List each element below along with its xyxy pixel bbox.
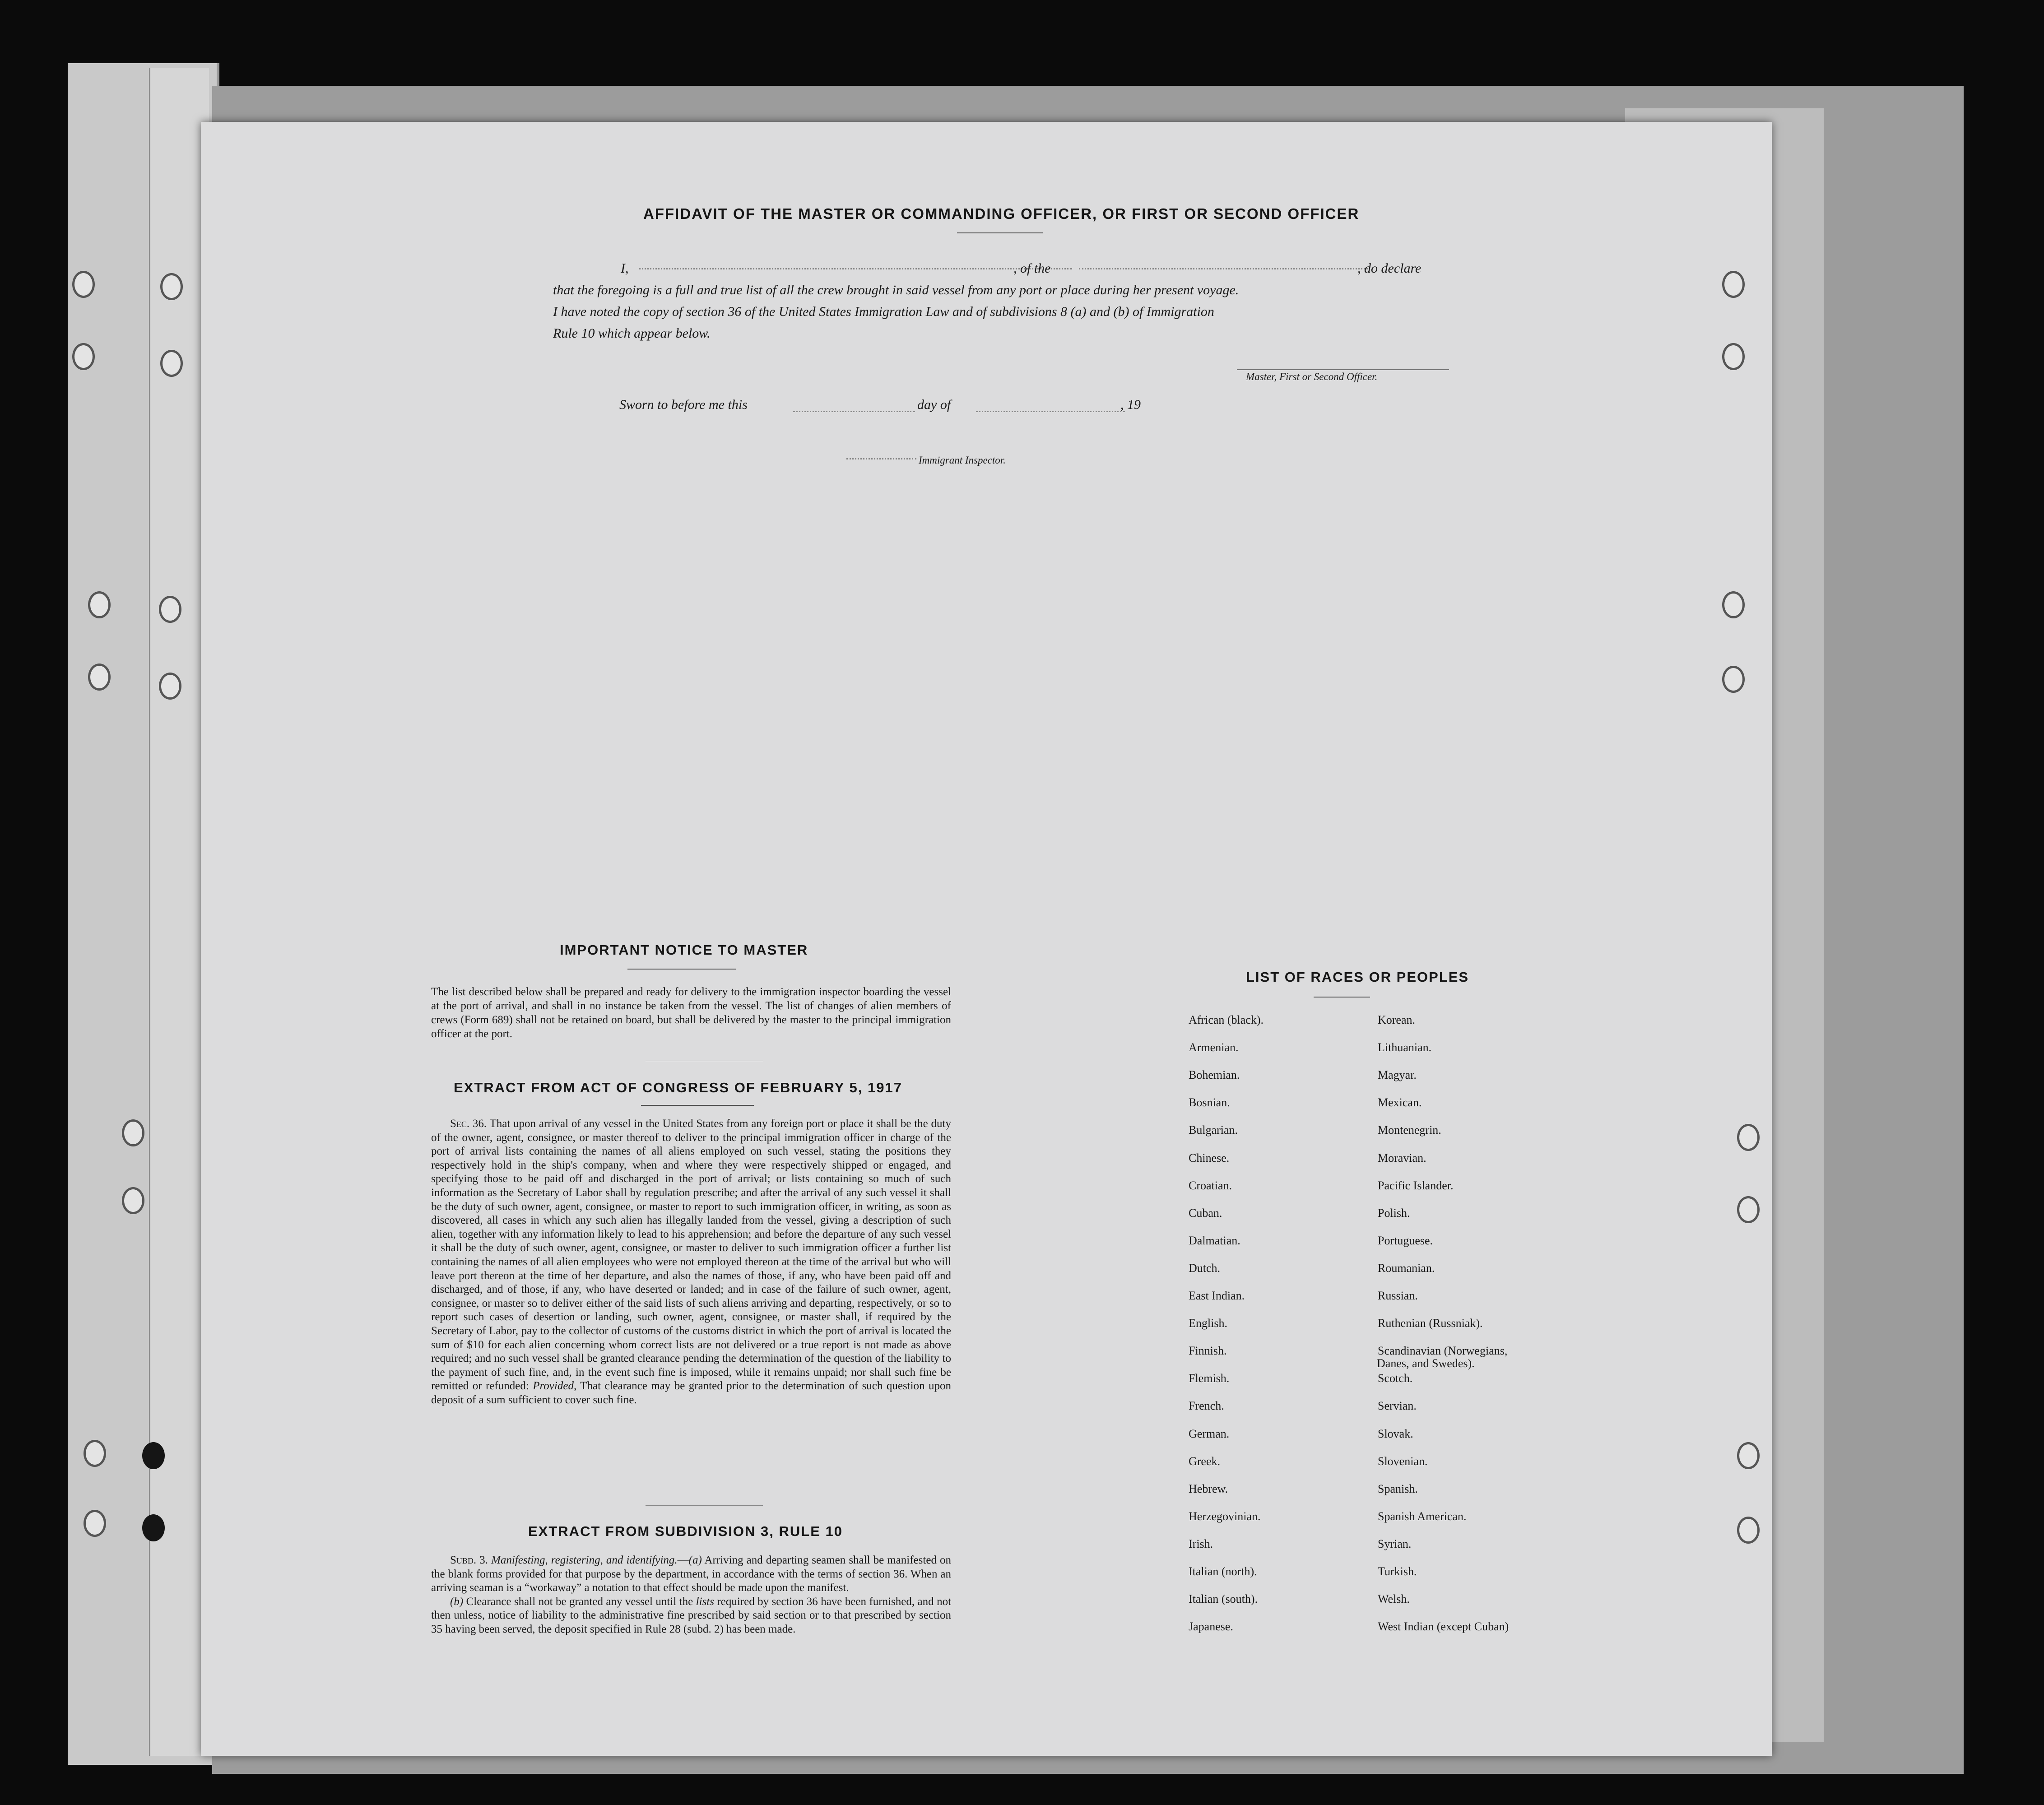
para-b-start: Clearance shall not be granted any vessel until the [466,1595,693,1608]
race-item: Irish. [1189,1537,1213,1550]
subdivision-para-b [431,1595,951,1637]
act-rule [646,1505,763,1506]
binder-hole [159,596,181,623]
day-blank [793,411,915,412]
binder-hole [160,273,183,300]
binder-hole [1737,1442,1760,1469]
race-item: Moravian. [1378,1151,1426,1165]
races-divider [1314,997,1370,998]
sworn-year: , 19 [1120,397,1141,412]
race-item: Bulgarian. [1189,1123,1238,1137]
subd-label: Subd. 3. [450,1554,488,1566]
race-item: English. [1189,1317,1227,1330]
binder-hole [84,1510,106,1537]
race-item: German. [1189,1427,1230,1440]
binder-hole [142,1442,165,1469]
binder-hole [122,1119,144,1146]
binder-hole [72,271,95,298]
signature-line [1237,369,1449,370]
binder-hole [1737,1517,1760,1544]
race-item: Cuban. [1189,1206,1222,1220]
race-item: Turkish. [1378,1565,1417,1578]
para-a-text: Arriving and departing seamen shall be manifested on the blank forms provided for that purpose by the department, in accordance with the terms of section 36. When an arriving seaman is a “workaway” a notation to that effect should be made upon the manifest. [431,1554,952,1594]
race-item: Dalmatian. [1189,1234,1240,1247]
binder-hole [160,350,183,377]
race-item: Slovenian. [1378,1454,1428,1468]
race-item: Dutch. [1189,1261,1221,1275]
section-36-tail: That clearance may be granted prior to the determination of such question upon deposit of a sum sufficient to cover such fine. [431,1380,951,1406]
race-item: Armenian. [1189,1041,1239,1054]
race-item: Welsh. [1378,1592,1410,1606]
race-item: Pacific Islander. [1378,1179,1454,1192]
para-b-marker: (b) [450,1595,464,1608]
binder-hole [84,1440,106,1467]
section-label: Sec. 36. [450,1118,487,1130]
race-item: Russian. [1378,1289,1418,1302]
affidavit-line-2: that the foregoing is a full and true list of all the crew brought in said vessel from any port or place during her present voyage. [553,283,1239,297]
affidavit-declare: , do declare [1357,261,1422,276]
subdivision-para-a: Subd. 3. Manifesting, registering, and identifying.—(a) Arriving and departing seamen shall be manifested on the blank forms provided for that purpose by the department, in accordance with the terms of section 36. When an arriving seaman is a “workaway” a notation to that effect should be made upon the manifest. [431,1554,952,1594]
subdivision-3-text [431,1554,951,1636]
race-item: Finnish. [1189,1344,1227,1358]
rule-extract-title: EXTRACT FROM SUBDIVISION 3, RULE 10 [528,1523,843,1539]
binder-hole [1722,666,1745,693]
affidavit-line-3: I have noted the copy of section 36 of the United States Immigration Law and of subdivisions 8 (a) and (b) of Immigration [553,304,1214,319]
inspector-blank [846,458,916,459]
provided-word: Provided, [533,1380,577,1392]
race-item: Greek. [1189,1454,1221,1468]
race-item: Korean. [1378,1013,1416,1026]
binder-hole [122,1187,144,1214]
notice-divider [627,969,736,970]
race-item: East Indian. [1189,1289,1245,1302]
name-blank [639,268,1072,269]
month-blank [976,411,1125,412]
para-a-marker: (a) [688,1554,702,1566]
binder-hole [1737,1196,1760,1223]
race-item: Polish. [1378,1206,1410,1220]
race-item: Spanish. [1378,1482,1418,1495]
race-item: Magyar. [1378,1068,1417,1082]
sworn-day-of: day of [917,397,951,412]
race-item: Bohemian. [1189,1068,1240,1082]
act-extract-title: EXTRACT FROM ACT OF CONGRESS OF FEBRUARY 5, 1917 [454,1080,902,1095]
race-item: French. [1189,1399,1224,1413]
binder-hole [1722,343,1745,370]
section-36-body: That upon arrival of any vessel in the United States from any foreign port or place it shall be the duty of the owner, agent, consignee, or master thereof to deliver to the principal immigration officer in charge of the port of arrival lists containing the names of all aliens employed on such vessel, stating the positions they respectively hold in the ship's company, when and where they were respectively shipped or engaged, and specifying those to be paid off and discharged in the port of arrival; or lists containing so much of such information as the Secretary of Labor shall by regulation prescribe; and after the arrival of any such vessel it shall be the duty of such owner, agent, consignee, or master to report to such immigration officer, in writing, as soon as discovered, all cases in which any such alien has illegally landed from the vessel, giving a description of such alien, together with any information likely to lead to his apprehension; and before the departure of any such vessel it shall be the duty of such owner, agent, consignee, or master to deliver to such immigration officer a further list containing the names of all alien employees who were not employed thereon at the time of the arrival but who will leave port thereon at the time of her departure, and also the names of those, if any, who have been paid off and discharged, and of those, if any, who have deserted or landed; and in case of the failure of such owner, agent, consignee, or master so to deliver either of the said lists of such aliens arriving and departing, respectively, or so to report such cases of desertion or landing, such owner, agent, consignee, or master shall, if required by the Secretary of Labor, pay to the collector of customs of the customs district in which the port of arrival is located the sum of $10 for each alien concerning whom correct lists are not delivered or a true report is not made as above required; and no such vessel shall be granted clearance pending the determination of the question of the liability to the payment of such fine, and, in the event such fine is imposed, while it remains unpaid; nor shall such fine be remitted or refunded: [431,1118,951,1392]
race-item: Roumanian. [1378,1261,1435,1275]
act-divider [641,1105,754,1106]
race-item: Slovak. [1378,1427,1413,1440]
sworn-line [619,397,1141,413]
race-item: Montenegrin. [1378,1123,1441,1137]
race-item: Ruthenian (Russniak). [1378,1317,1483,1330]
binder-hole [1722,271,1745,298]
race-item: Herzegovinian. [1189,1509,1261,1523]
race-item: Scandinavian (Norwegians, [1378,1344,1508,1358]
vessel-blank [1079,268,1368,269]
race-item: Japanese. [1189,1620,1233,1633]
left-page-edge [149,68,209,1756]
races-title: LIST OF RACES OR PEOPLES [1246,969,1469,985]
section-36-text [431,1117,951,1407]
affidavit-line-4: Rule 10 which appear below. [553,326,711,341]
race-item: Syrian. [1378,1537,1412,1550]
race-item: Italian (north). [1189,1565,1257,1578]
race-item: West Indian (except Cuban) [1378,1620,1509,1633]
binder-hole [159,673,181,700]
sworn-prefix: Sworn to before me this [619,397,748,412]
title-divider [957,232,1043,233]
race-item: Chinese. [1189,1151,1230,1165]
signature-caption: Master, First or Second Officer. [1246,371,1378,382]
race-item: Hebrew. [1189,1482,1228,1495]
inspector-caption: Immigrant Inspector. [919,455,1006,466]
race-item: Scotch. [1378,1372,1413,1385]
para-b-lists: lists [696,1595,714,1608]
affidavit-i: I, [621,261,629,276]
race-item: Spanish American. [1378,1509,1467,1523]
race-item: Servian. [1378,1399,1417,1413]
binder-hole [1722,591,1745,618]
race-item: Croatian. [1189,1179,1232,1192]
race-item: Portuguese. [1378,1234,1433,1247]
affidavit-of-the: , of the [1013,261,1051,276]
race-item: African (black). [1189,1013,1264,1026]
document-page [201,122,1772,1756]
notice-title: IMPORTANT NOTICE TO MASTER [560,942,808,958]
race-item: Danes, and Swedes). [1377,1357,1475,1370]
binder-hole [72,343,95,370]
race-item: Lithuanian. [1378,1041,1432,1054]
race-item: Flemish. [1189,1372,1230,1385]
affidavit-title: AFFIDAVIT OF THE MASTER OR COMMANDING OFFICER, OR FIRST OR SECOND OFFICER [643,205,1360,222]
binder-hole [88,664,111,691]
race-item: Italian (south). [1189,1592,1258,1606]
para-b-end: required by section 36 have been furnished, and not then unless, notice of liability to the administrative fine prescribed by said section or to that prescribed by section 35 having been served, the deposit specified in Rule 28 (subd. 2) has been made. [431,1595,952,1635]
notice-body: The list described below shall be prepared and ready for delivery to the immigration inspector boarding the vessel at the port of arrival, and shall in no instance be taken from the vessel. The list of changes of alien members of crews (Form 689) shall not be retained on board, but shall be delivered by the master to the principal immigration officer at the port. [431,986,951,1040]
race-item: Bosnian. [1189,1096,1230,1109]
binder-hole [142,1514,165,1541]
subd-heading: Manifesting, registering, and identifying. [491,1554,678,1566]
race-item: Mexican. [1378,1096,1422,1109]
binder-hole [88,591,111,618]
binder-hole [1737,1124,1760,1151]
